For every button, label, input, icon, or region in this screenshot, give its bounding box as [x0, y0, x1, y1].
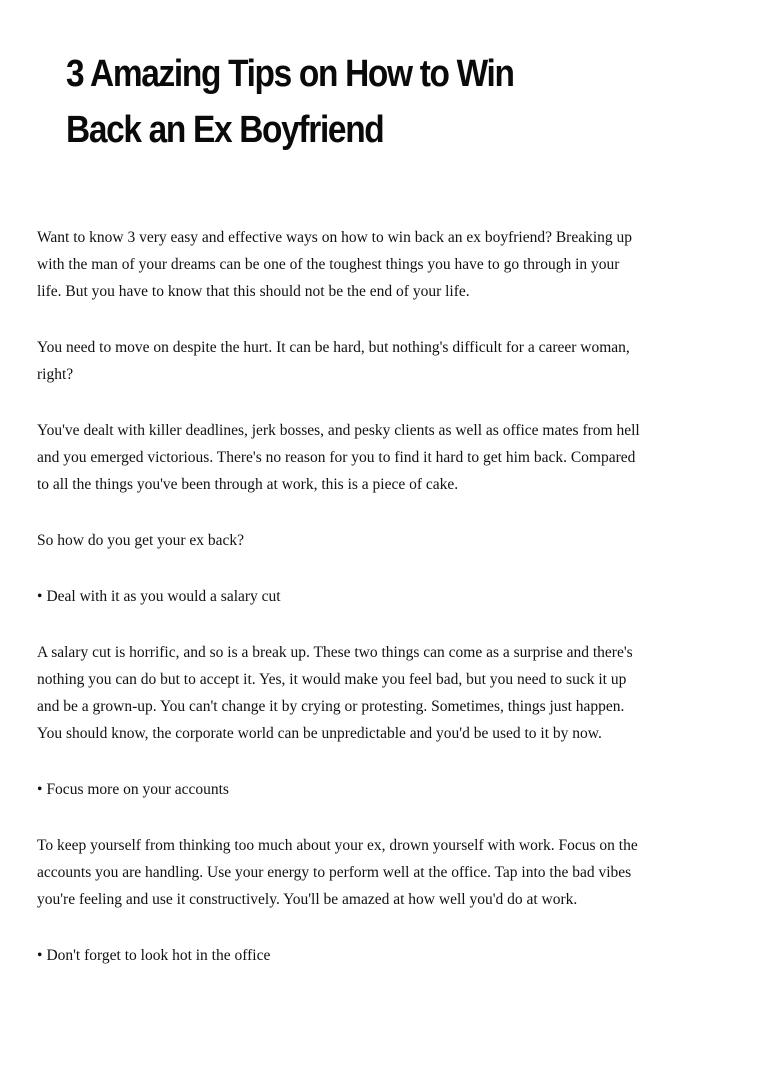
bullet-text: Don't forget to look hot in the office	[46, 947, 271, 964]
text-line: nothing you can do but to accept it. Yes, it would make you feel bad, but you need to suck it up	[37, 671, 627, 688]
text-line: and be a grown-up. You can't change it by crying or protesting. Sometimes, things just happen.	[37, 698, 625, 715]
document-body	[37, 224, 737, 998]
title-line: 3 Amazing Tips on How to Win	[66, 53, 514, 95]
text-line: and you emerged victorious. There's no reason for you to find it hard to get him back. Compared	[37, 449, 636, 466]
paragraph-intro	[37, 224, 737, 305]
bullet-item-salary-cut	[37, 583, 737, 610]
text-line: right?	[37, 366, 74, 383]
text-line	[37, 583, 737, 610]
bullet-text: Deal with it as you would a salary cut	[46, 588, 281, 605]
bullet-text: Focus more on your accounts	[46, 781, 229, 798]
paragraph-deadlines	[37, 417, 737, 498]
text-line: You need to move on despite the hurt. It can be hard, but nothing's difficult for a career woman,	[37, 339, 630, 356]
text-line: So how do you get your ex back?	[37, 532, 245, 549]
bullet-item-accounts	[37, 776, 737, 803]
bullet-icon: •	[37, 947, 43, 964]
bullet-item-look-hot	[37, 942, 737, 969]
paragraph-accounts	[37, 832, 737, 913]
text-line: You've dealt with killer deadlines, jerk bosses, and pesky clients as well as office mates from hell	[37, 422, 640, 439]
bullet-icon: •	[37, 588, 43, 605]
paragraph-move-on	[37, 334, 737, 388]
paragraph-salary-cut	[37, 639, 737, 747]
text-line: A salary cut is horrific, and so is a break up. These two things can come as a surprise and there's	[37, 644, 633, 661]
text-line	[37, 776, 737, 803]
text-line: you're feeling and use it constructively. You'll be amazed at how well you'd do at work.	[37, 891, 578, 908]
text-line: To keep yourself from thinking too much about your ex, drown yourself with work. Focus on the	[37, 837, 638, 854]
text-line: to all the things you've been through at work, this is a piece of cake.	[37, 476, 459, 493]
paragraph-question	[37, 527, 737, 554]
text-line	[37, 942, 737, 969]
bullet-icon: •	[37, 781, 43, 798]
text-line: accounts you are handling. Use your energy to perform well at the office. Tap into the bad vibes	[37, 864, 632, 881]
document-title	[66, 46, 647, 158]
title-line: Back an Ex Boyfriend	[66, 109, 384, 151]
text-line: Want to know 3 very easy and effective ways on how to win back an ex boyfriend? Breaking up	[37, 229, 633, 246]
text-line: life. But you have to know that this should not be the end of your life.	[37, 283, 470, 300]
text-line: You should know, the corporate world can be unpredictable and you'd be used to it by now.	[37, 725, 602, 742]
text-line: with the man of your dreams can be one of the toughest things you have to go through in your	[37, 256, 620, 273]
